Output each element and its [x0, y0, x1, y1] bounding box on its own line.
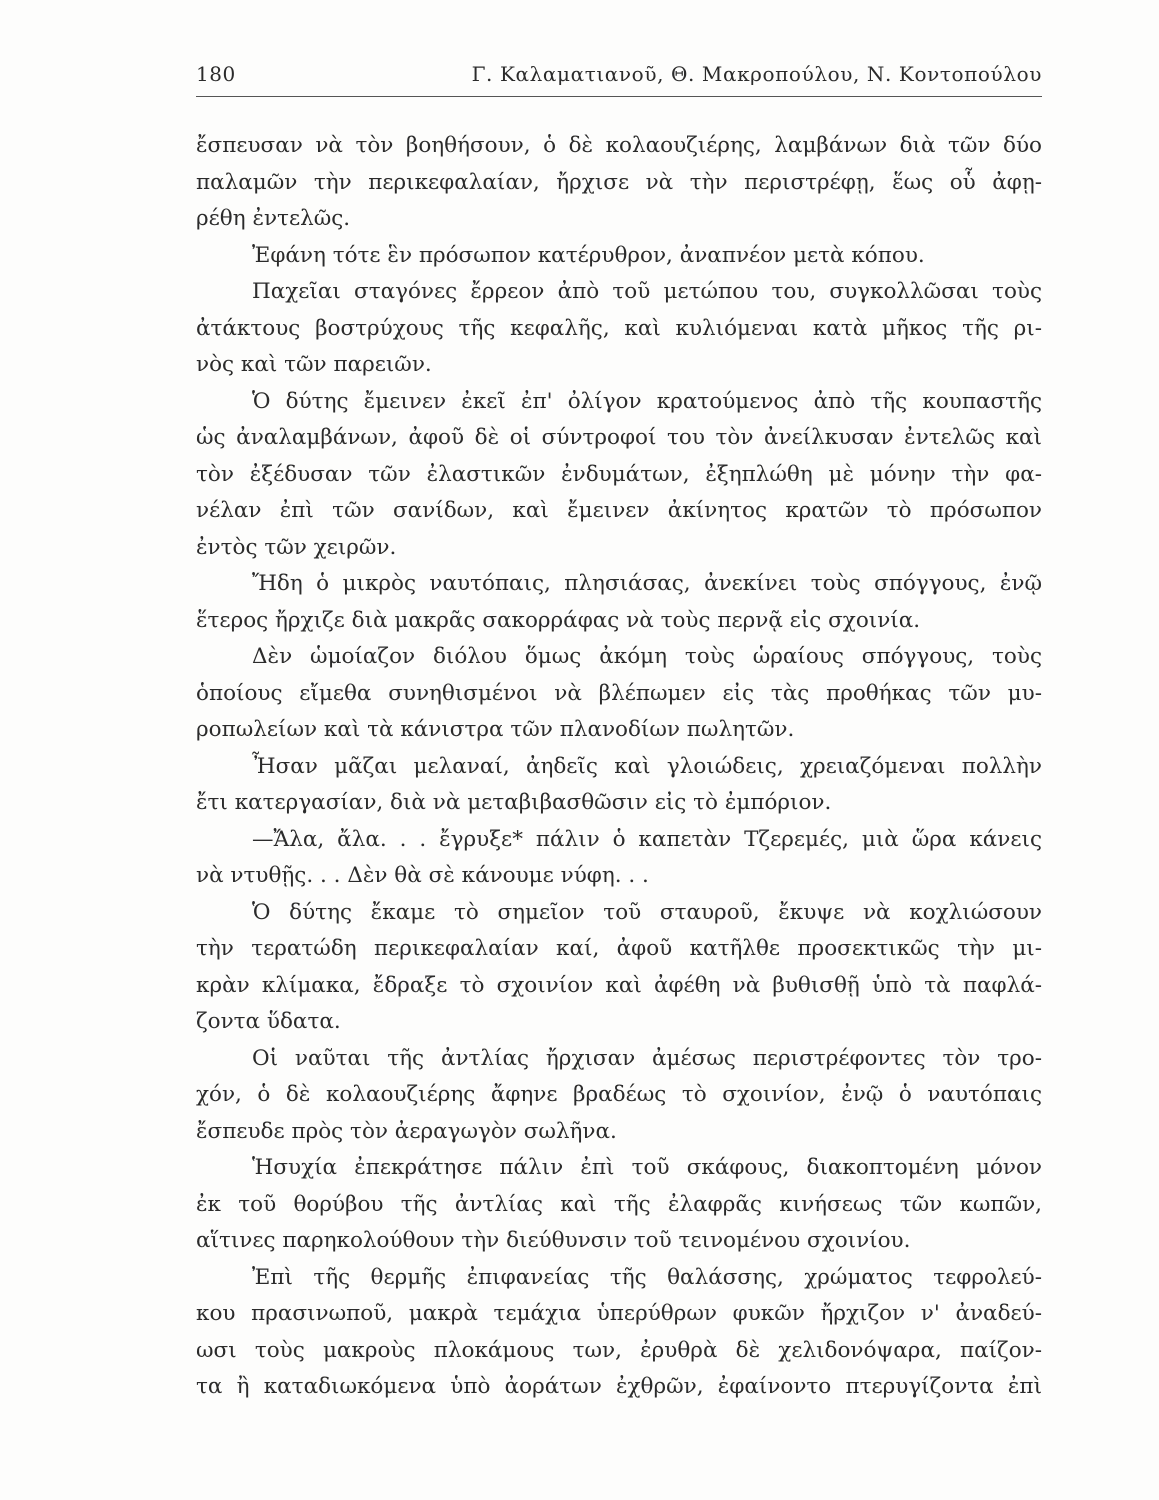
page-number: 180: [196, 62, 236, 86]
text-line: νὰ ντυθῇς. . . Δὲν θὰ σὲ κάνουμε νύφη. . .: [196, 863, 649, 888]
header-rule: [196, 96, 1042, 97]
text-line: νέλαν ἐπὶ τῶν σανίδων, καὶ ἔμεινεν ἀκίνητος κρατῶν τὸ πρόσωπον: [196, 498, 1042, 523]
text-line: Ὁ δύτης ἔμεινεν ἐκεῖ ἐπ' ὀλίγον κρατούμενος ἀπὸ τῆς κουπαστῆς: [252, 388, 1042, 414]
text-line: —Ἄλα, ἄλα. . . ἔγρυξε* πάλιν ὁ καπετὰν Τζερεμές, μιὰ ὥρα κάνεις: [252, 826, 1042, 852]
page-header: [196, 62, 1042, 94]
text-line: ζοντα ὕδατα.: [196, 1009, 341, 1034]
text-line: ἕτερος ἤρχιζε διὰ μακρᾶς σακορράφας νὰ τοὺς περνᾷ εἰς σχοινία.: [196, 607, 921, 633]
text-line: Ἡσυχία ἐπεκράτησε πάλιν ἐπὶ τοῦ σκάφους, διακοπτομένη μόνον: [252, 1155, 1042, 1180]
text-line: Οἱ ναῦται τῆς ἀντλίας ἤρχισαν ἀμέσως περιστρέφοντες τὸν τρο-: [252, 1045, 1042, 1071]
text-line: κρὰν κλίμακα, ἔδραξε τὸ σχοινίον καὶ ἀφέθη νὰ βυθισθῇ ὑπὸ τὰ παφλά-: [196, 972, 1042, 998]
text-line: Ἤδη ὁ μικρὸς ναυτόπαις, πλησιάσας, ἀνεκίνει τοὺς σπόγγους, ἐνῷ: [252, 571, 1042, 596]
text-line: χόν, ὁ δὲ κολαουζιέρης ἄφηνε βραδέως τὸ σχοινίον, ἐνῷ ὁ ναυτόπαις: [196, 1082, 1042, 1107]
text-line: ἔτι κατεργασίαν, διὰ νὰ μεταβιβασθῶσιν εἰς τὸ ἐμπόριον.: [196, 790, 832, 815]
text-line: παλαμῶν τὴν περικεφαλαίαν, ἤρχισε νὰ τὴν περιστρέφῃ, ἕως οὗ ἀφῃ-: [196, 169, 1042, 195]
text-line: ρέθη ἐντελῶς.: [196, 206, 351, 231]
text-line: ἐντὸς τῶν χειρῶν.: [196, 534, 397, 560]
text-line: ὡς ἀναλαμβάνων, ἀφοῦ δὲ οἱ σύντροφοί του τὸν ἀνείλκυσαν ἐντελῶς καὶ: [196, 425, 1042, 450]
text-line: αἵτινες παρηκολούθουν τὴν διεύθυνσιν τοῦ τεινομένου σχοινίου.: [196, 1228, 911, 1253]
text-line: ἀτάκτους βοστρύχους τῆς κεφαλῆς, καὶ κυλιόμεναι κατὰ μῆκος τῆς ρι-: [196, 315, 1042, 341]
running-head: Γ. Καλαματιανοῦ, Θ. Μακροπούλου, Ν. Κοντοπούλου: [471, 62, 1042, 86]
text-line: τὴν τερατώδη περικεφαλαίαν καί, ἀφοῦ κατῆλθε προσεκτικῶς τὴν μι-: [196, 936, 1042, 961]
text-line: ἔσπευσαν νὰ τὸν βοηθήσουν, ὁ δὲ κολαουζιέρης, λαμβάνων διὰ τῶν δύο: [196, 133, 1042, 158]
text-line: Ἐφάνη τότε ἓν πρόσωπον κατέρυθρον, ἀναπνέον μετὰ κόπου.: [252, 242, 925, 268]
text-line: νὸς καὶ τῶν παρειῶν.: [196, 352, 432, 377]
text-line: Δὲν ὡμοίαζον διόλου ὅμως ἀκόμη τοὺς ὡραίους σπόγγους, τοὺς: [252, 644, 1042, 669]
text-line: τὸν ἐξέδυσαν τῶν ἐλαστικῶν ἐνδυμάτων, ἐξηπλώθη μὲ μόνην τὴν φα-: [196, 461, 1042, 487]
text-line: ἐκ τοῦ θορύβου τῆς ἀντλίας καὶ τῆς ἐλαφρᾶς κινήσεως τῶν κωπῶν,: [196, 1191, 1042, 1217]
text-line: Ἐπὶ τῆς θερμῆς ἐπιφανείας τῆς θαλάσσης, χρώματος τεφρολεύ-: [252, 1264, 1042, 1290]
text-line: ἔσπευδε πρὸς τὸν ἀεραγωγὸν σωλῆνα.: [196, 1118, 617, 1144]
body-text: [196, 128, 1042, 1406]
text-line: Παχεῖαι σταγόνες ἔρρεον ἀπὸ τοῦ μετώπου του, συγκολλῶσαι τοὺς: [252, 279, 1042, 304]
text-line: κου πρασινωποῦ, μακρὰ τεμάχια ὑπερύθρων φυκῶν ἤρχιζον ν' ἀναδεύ-: [196, 1301, 1042, 1326]
text-line: Ὁ δύτης ἔκαμε τὸ σημεῖον τοῦ σταυροῦ, ἔκυψε νὰ κοχλιώσουν: [252, 899, 1042, 925]
text-line: ροπωλείων καὶ τὰ κάνιστρα τῶν πλανοδίων πωλητῶν.: [196, 717, 795, 742]
text-line: Ἦσαν μᾶζαι μελαναί, ἀηδεῖς καὶ γλοιώδεις, χρειαζόμεναι πολλὴν: [252, 753, 1042, 779]
text-line: τα ἢ καταδιωκόμενα ὑπὸ ἀοράτων ἐχθρῶν, ἐφαίνοντο πτερυγίζοντα ἐπὶ: [196, 1374, 1042, 1399]
text-line: ωσι τοὺς μακροὺς πλοκάμους των, ἐρυθρὰ δὲ χελιδονόψαρα, παίζον-: [196, 1337, 1042, 1363]
text-line: ὁποίους εἴμεθα συνηθισμένοι νὰ βλέπωμεν εἰς τὰς προθήκας τῶν μυ-: [196, 680, 1042, 706]
